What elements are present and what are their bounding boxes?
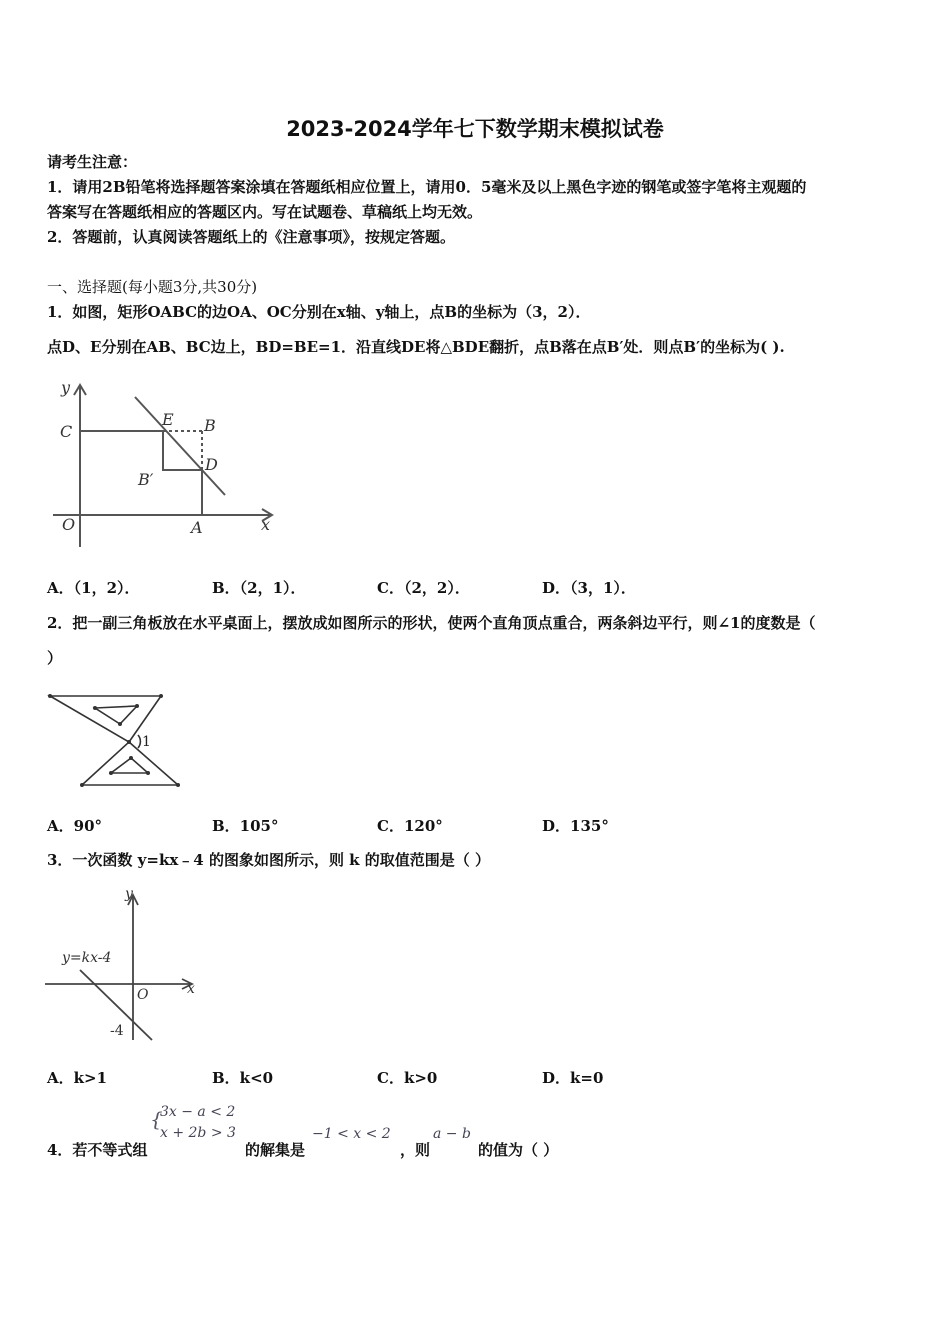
q4-system-line-1: 3x − a < 2 [160,1104,236,1120]
q1-label-y: y [61,378,71,397]
q1-label-e: E [162,410,174,429]
q3-option-a: A．k>1 [47,1069,108,1087]
notice-line-1: 1．请用2B铅笔将选择题答案涂填在答题纸相应位置上，请用0．5毫米及以上黑色字迹的钢笔或签字笔将主观题的 [47,178,807,196]
q1-label-c: C [60,422,73,441]
q3-text-1: 3．一次函数 y=kx﹣4 的图象如图所示，则 k 的取值范围是（ ） [47,851,491,869]
q4-suffix: 的值为（ ） [478,1141,559,1159]
q1-option-b: B．（2，1）． [212,579,306,597]
q2-figure [45,688,190,790]
q1-figure [45,375,280,555]
q1-option-c: C．（2，2）． [377,579,470,597]
section-heading: 一、选择题(每小题3分,共30分) [47,278,258,296]
q2-angle-label: 1 [142,734,151,750]
q4-then: ，则 [400,1141,431,1159]
page-title: 2023-2024学年七下数学期末模拟试卷 [286,117,664,141]
q1-label-d: D [205,455,218,474]
q4-prefix: 4．若不等式组 [47,1141,148,1159]
q3-figure [40,885,205,1045]
q4-mid: 的解集是 [245,1141,306,1159]
q1-text-2: 点D、E分别在AB、BC边上，BD=BE=1．沿直线DE将△BDE翻折，点B落在点B′处．则点B′的坐标为( ). [47,338,785,356]
q3-label-y: y [125,886,133,902]
q3-option-c: C．k>0 [377,1069,438,1087]
q2-lower-triangle [82,742,178,785]
q1-label-b: B [204,416,216,435]
q1-text-1: 1．如图，矩形OABC的边OA、OC分别在x轴、y轴上，点B的坐标为（3，2）． [47,303,591,321]
q3-intercept-label: -4 [110,1023,124,1039]
q1-label-o: O [62,515,76,534]
q3-option-b: B．k<0 [212,1069,274,1087]
q2-option-a: A．90° [47,817,103,835]
notice-line-2: 答案写在答题纸相应的答题区内。写在试题卷、草稿纸上均无效。 [47,203,483,221]
q2-text-2: ） [47,649,63,667]
q2-option-c: C．120° [377,817,443,835]
q1-option-a: A．（1，2）． [47,579,140,597]
q1-label-bprime: B′ [138,470,154,489]
q2-text-1: 2．把一副三角板放在水平桌面上，摆放成如图所示的形状，使两个直角顶点重合，两条斜边平行，则∠1的度数是（ [47,614,816,632]
q4-brace: { [150,1107,163,1131]
q1-option-d: D．（3，1）． [542,579,636,597]
q2-option-d: D．135° [542,817,609,835]
q3-line-label: y=kx-4 [62,950,112,966]
q3-label-x: x [187,981,195,997]
q4-expression: a − b [433,1126,471,1142]
q4-system-line-2: x + 2b > 3 [160,1125,236,1141]
q2-option-b: B．105° [212,817,279,835]
notice-heading: 请考生注意： [47,153,138,171]
q3-label-o: O [137,987,149,1003]
notice-line-3: 2．答题前，认真阅读答题纸上的《注意事项》，按规定答题。 [47,228,455,246]
q1-label-a: A [191,518,203,537]
q4-solution: −1 < x < 2 [312,1126,391,1142]
q3-option-d: D．k=0 [542,1069,604,1087]
q1-label-x: x [261,515,271,534]
